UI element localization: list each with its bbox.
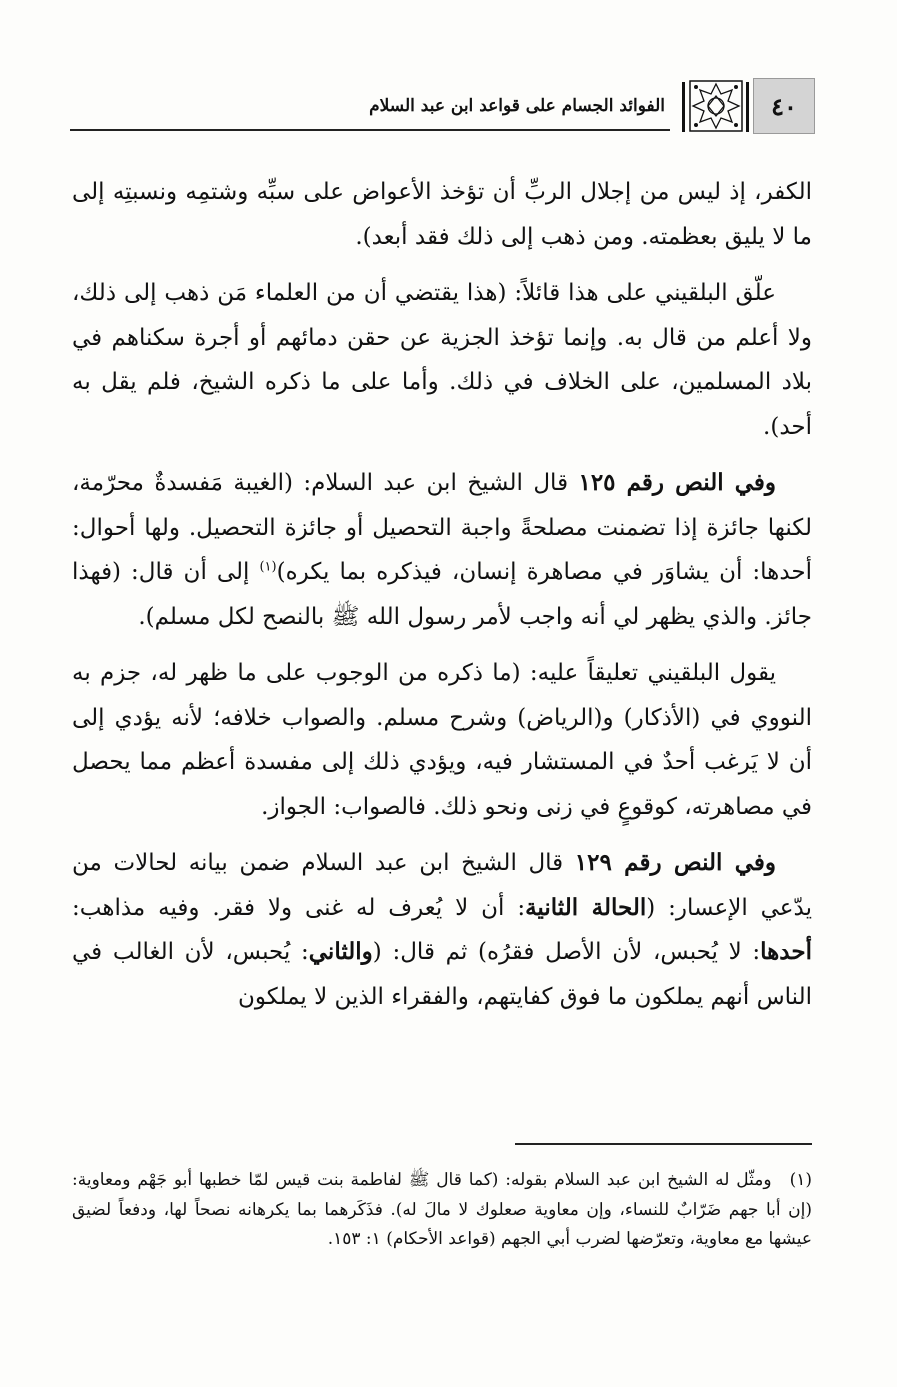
main-text bbox=[72, 170, 812, 1031]
footnote-ref-1: (١) bbox=[259, 559, 277, 575]
paragraph-3-part-a: قال الشيخ ابن عبد السلام: (الغيبة مَفسدةٌ محرّمة، لكنها جائزة إذا تضمنت مصلحةً واجبة التحصيل أو جائزة التحصيل. ولها أحوال: أحدها: أن يشاوَر في مصاهرة إنسان، فيذكره بما يكره) bbox=[72, 470, 812, 585]
footnotes bbox=[72, 1166, 812, 1255]
header-divider-right bbox=[746, 82, 749, 132]
paragraph-4: يقول البلقيني تعليقاً عليه: (ما ذكره من الوجوب على ما ظهر له، جزم به النووي في (الأذكار) و(الرياض) وشرح مسلم. والصواب خلافه؛ لأنه يؤدي إلى أن لا يَرغب أحدٌ في المستشار فيه، ويؤدي ذلك إلى مفسدة أعظم مما يحصل في مصاهرته، كوقوعٍ في زنى ونحو ذلك. فالصواب: الجواز. bbox=[72, 660, 812, 820]
second-view-label: والثاني bbox=[308, 938, 373, 965]
header-rule bbox=[70, 129, 670, 131]
header-ornament-icon bbox=[689, 80, 743, 132]
paragraph-3-part-b: إلى أن قال: (فهذا جائز. والذي يظهر لي أنه واجب لأمر رسول الله ﷺ بالنصح لكل مسلم). bbox=[72, 559, 812, 630]
text-ref-125: وفي النص رقم ١٢٥ bbox=[578, 469, 777, 496]
paragraph-5 bbox=[72, 841, 812, 1019]
paragraph-5-part-a: قال الشيخ ابن عبد السلام ضمن بيانه لحالات من يدّعي الإعسار: ( bbox=[72, 850, 813, 921]
paragraph-1: الكفر، إذ ليس من إجلال الربِّ أن تؤخذ الأعواض على سبِّه وشتمِه ونسبتِه إلى ما لا يليق بعظمته. ومن ذهب إلى ذلك فقد أبعد). bbox=[72, 179, 812, 250]
paragraph-3 bbox=[72, 461, 812, 639]
text-ref-129: وفي النص رقم ١٢٩ bbox=[574, 849, 777, 876]
paragraph-5-part-b: : أن لا يُعرف له غنى ولا فقر. وفيه مذاهب: bbox=[72, 894, 526, 921]
first-view-label: أحدها bbox=[760, 938, 812, 965]
paragraph-2: علّق البلقيني على هذا قائلاً: (هذا يقتضي أن من العلماء مَن ذهب إلى ذلك، ولا أعلم من قال به. وإنما تؤخذ الجزية عن حقن دمائهم أو أجرة سكناهم في بلاد المسلمين، على الخلاف في ذلك. وأما على ما ذكره الشيخ، فلم يقل به أحد). bbox=[72, 280, 812, 440]
footnote-1 bbox=[72, 1166, 812, 1255]
running-title: الفوائد الجسام على قواعد ابن عبد السلام bbox=[369, 96, 665, 116]
footnote-marker: (١) bbox=[789, 1170, 812, 1190]
footnote-separator bbox=[515, 1143, 812, 1145]
page-number: ٤٠ bbox=[771, 91, 797, 121]
footnote-text: ومثّل له الشيخ ابن عبد السلام بقوله: (كما قال ﷺ لفاطمة بنت قيس لمّا خطبها أبو جَهْم ومعاوية: (إن أبا جهم ضَرّابٌ للنساء، وإن معاوية صعلوك لا مالَ له). فذَكَرهما بما يكرهانه نصحاً لها، ودفعاً لضيق عيشها مع معاوية، وتعرّضها لضرب أبي الجهم (قواعد الأحكام) ١: ١٥٣. bbox=[72, 1170, 812, 1249]
header-divider-left bbox=[682, 82, 685, 132]
page-number-box bbox=[753, 78, 815, 134]
page-header bbox=[70, 78, 815, 134]
case-two-label: الحالة الثانية bbox=[525, 893, 647, 921]
paragraph-5-part-c: : لا يُحبس، لأن الأصل فقرُه) ثم قال: ( bbox=[372, 939, 761, 965]
paragraph-5-part-d: : يُحبس، لأن الغالب في الناس أنهم يملكون ما فوق كفايتهم، والفقراء الذين لا يملكون bbox=[72, 939, 812, 1010]
